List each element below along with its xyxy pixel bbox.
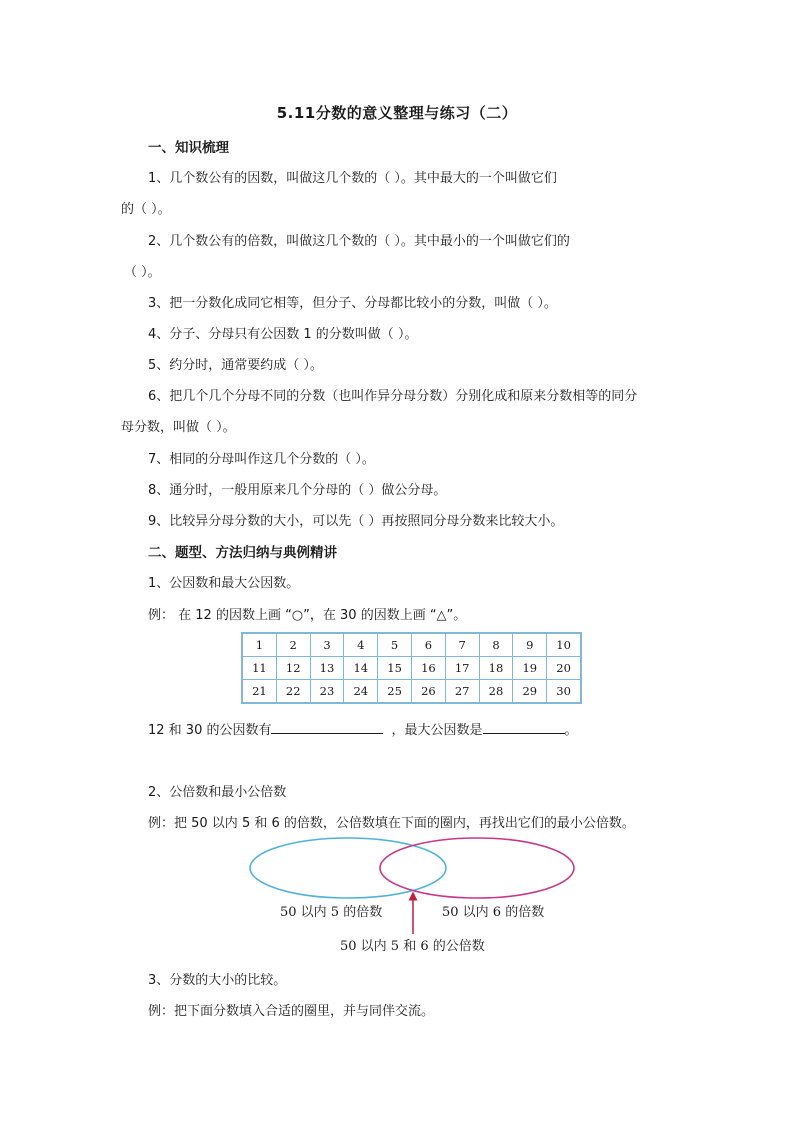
answer1-common-factors-blank[interactable] bbox=[271, 721, 383, 734]
table-row bbox=[242, 657, 581, 680]
table-row bbox=[242, 680, 581, 704]
table-cell[interactable]: 13 bbox=[310, 657, 344, 680]
table-cell[interactable]: 4 bbox=[344, 633, 378, 657]
venn-left-circle[interactable] bbox=[250, 838, 446, 898]
table-cell[interactable]: 8 bbox=[479, 633, 513, 657]
knowledge-line-1: 1、几个数公有的因数，叫做这几个数的（ ）。其中最大的一个叫做它们 bbox=[148, 171, 557, 186]
example2-text: 例：把 50 以内 5 和 6 的倍数，公倍数填在下面的圈内，再找出它们的最小公倍数。 bbox=[148, 816, 635, 831]
answer1-line bbox=[148, 719, 578, 738]
venn-right-label: 50 以内 6 的倍数 bbox=[442, 905, 545, 920]
knowledge-line-5: 5、约分时，通常要约成（ ）。 bbox=[148, 358, 323, 373]
table-cell[interactable]: 15 bbox=[378, 657, 412, 680]
number-grid-table bbox=[241, 632, 582, 704]
answer1-gcf-label: ，最大公因数是 bbox=[391, 723, 483, 738]
table-cell[interactable]: 17 bbox=[445, 657, 479, 680]
table-cell[interactable]: 26 bbox=[411, 680, 445, 704]
table-cell[interactable]: 3 bbox=[310, 633, 344, 657]
table-cell[interactable]: 21 bbox=[242, 680, 276, 704]
knowledge-line-8: 8、通分时，一般用原来几个分母的（ ）做公分母。 bbox=[148, 483, 447, 498]
table-cell[interactable]: 2 bbox=[276, 633, 310, 657]
knowledge-line-4: 4、分子、分母只有公因数 1 的分数叫做（ ）。 bbox=[148, 327, 418, 342]
table-cell[interactable]: 19 bbox=[513, 657, 547, 680]
table-cell[interactable]: 27 bbox=[445, 680, 479, 704]
section1-heading: 一、知识梳理 bbox=[148, 140, 229, 156]
item2-heading: 2、公倍数和最小公倍数 bbox=[148, 785, 287, 800]
table-cell[interactable]: 7 bbox=[445, 633, 479, 657]
knowledge-line-3: 3、把一分数化成同它相等，但分子、分母都比较小的分数，叫做（ ）。 bbox=[148, 296, 557, 311]
table-cell[interactable]: 30 bbox=[547, 680, 581, 704]
knowledge-line-2-cont: （ ）。 bbox=[124, 265, 161, 280]
page-title: 5.11分数的意义整理与练习（二） bbox=[276, 104, 518, 122]
table-cell[interactable]: 18 bbox=[479, 657, 513, 680]
venn-diagram bbox=[240, 836, 585, 958]
table-row bbox=[242, 633, 581, 657]
table-cell[interactable]: 10 bbox=[547, 633, 581, 657]
table-cell[interactable]: 22 bbox=[276, 680, 310, 704]
knowledge-line-6-cont: 母分数，叫做（ ）。 bbox=[121, 420, 236, 435]
example1-text: 例： 在 12 的因数上画 “○”，在 30 的因数上画 “△”。 bbox=[148, 608, 467, 623]
example3-text: 例：把下面分数填入合适的圈里，并与同伴交流。 bbox=[148, 1004, 435, 1019]
table-cell[interactable]: 29 bbox=[513, 680, 547, 704]
table-cell[interactable]: 23 bbox=[310, 680, 344, 704]
table-cell[interactable]: 12 bbox=[276, 657, 310, 680]
table-cell[interactable]: 28 bbox=[479, 680, 513, 704]
table-cell[interactable]: 20 bbox=[547, 657, 581, 680]
answer1-end: 。 bbox=[564, 723, 578, 738]
table-cell[interactable]: 11 bbox=[242, 657, 276, 680]
table-cell[interactable]: 14 bbox=[344, 657, 378, 680]
knowledge-line-9: 9、比较异分母分数的大小，可以先（ ）再按照同分母分数来比较大小。 bbox=[148, 514, 564, 529]
item3-heading: 3、分数的大小的比较。 bbox=[148, 973, 287, 988]
section2-heading: 二、题型、方法归纳与典例精讲 bbox=[148, 545, 337, 561]
knowledge-line-2: 2、几个数公有的倍数，叫做这几个数的（ ）。其中最小的一个叫做它们的 bbox=[148, 234, 570, 249]
item1-heading: 1、公因数和最大公因数。 bbox=[148, 576, 300, 591]
table-cell[interactable]: 6 bbox=[411, 633, 445, 657]
table-cell[interactable]: 16 bbox=[411, 657, 445, 680]
answer1-gcf-blank[interactable] bbox=[483, 721, 565, 734]
venn-left-label: 50 以内 5 的倍数 bbox=[280, 905, 383, 920]
knowledge-line-6: 6、把几个几个分母不同的分数（也叫作异分母分数）分别化成和原来分数相等的同分 bbox=[148, 389, 638, 404]
venn-common-label: 50 以内 5 和 6 的公倍数 bbox=[340, 939, 485, 954]
venn-right-circle[interactable] bbox=[380, 838, 574, 898]
table-cell[interactable]: 9 bbox=[513, 633, 547, 657]
table-cell[interactable]: 24 bbox=[344, 680, 378, 704]
answer1-common-factors-label: 12 和 30 的公因数有 bbox=[148, 723, 272, 738]
table-cell[interactable]: 1 bbox=[242, 633, 276, 657]
knowledge-line-7: 7、相同的分母叫作这几个分数的（ ）。 bbox=[148, 452, 375, 467]
table-cell[interactable]: 5 bbox=[378, 633, 412, 657]
table-cell[interactable]: 25 bbox=[378, 680, 412, 704]
knowledge-line-1-cont: 的（ ）。 bbox=[121, 202, 171, 217]
